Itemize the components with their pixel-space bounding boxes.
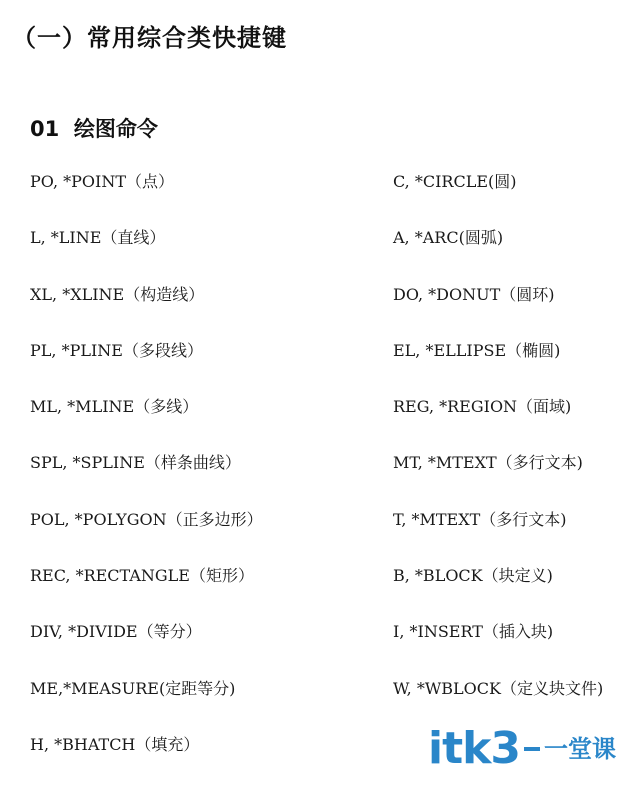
shortcut-item: MT, *MTEXT（多行文本) xyxy=(393,453,583,473)
shortcut-item: B, *BLOCK（块定义) xyxy=(393,566,553,586)
shortcut-item: I, *INSERT（插入块) xyxy=(393,622,554,642)
shortcut-item: ML, *MLINE（多线） xyxy=(30,397,199,417)
shortcut-item: L, *LINE（直线） xyxy=(30,228,166,248)
shortcut-item: POL, *POLYGON（正多边形） xyxy=(30,509,263,529)
shortcut-item: T, *MTEXT（多行文本) xyxy=(393,509,567,529)
shortcut-table xyxy=(0,172,640,801)
watermark-logo xyxy=(428,723,616,774)
shortcut-item: C, *CIRCLE(圆) xyxy=(393,172,517,191)
watermark-dash xyxy=(524,747,540,751)
section-number: 01 xyxy=(30,117,60,141)
shortcut-item: ME,*MEASURE(定距等分) xyxy=(30,678,236,698)
section-title: 绘图命令 xyxy=(73,117,158,141)
shortcut-item: XL, *XLINE（构造线） xyxy=(30,284,205,304)
shortcut-item: PO, *POINT（点） xyxy=(30,172,174,191)
watermark-brand: itk3 xyxy=(428,723,520,774)
shortcut-item: A, *ARC(圆弧) xyxy=(393,228,504,248)
shortcut-item: DIV, *DIVIDE（等分） xyxy=(30,622,202,642)
page-title: （一）常用综合类快捷键 xyxy=(12,24,287,52)
shortcut-item: SPL, *SPLINE（样条曲线） xyxy=(30,453,241,473)
watermark-suffix: 一堂课 xyxy=(544,735,616,763)
shortcut-item: W, *WBLOCK（定义块文件) xyxy=(393,678,604,698)
section-heading xyxy=(30,113,158,143)
shortcut-item: PL, *PLINE（多段线） xyxy=(30,340,203,360)
shortcut-item: REC, *RECTANGLE（矩形） xyxy=(30,566,254,586)
shortcut-item: REG, *REGION（面域) xyxy=(393,397,572,417)
shortcut-item: EL, *ELLIPSE（椭圆) xyxy=(393,340,561,360)
shortcut-item: DO, *DONUT（圆环) xyxy=(393,284,555,304)
shortcut-item: H, *BHATCH（填充） xyxy=(30,734,200,754)
